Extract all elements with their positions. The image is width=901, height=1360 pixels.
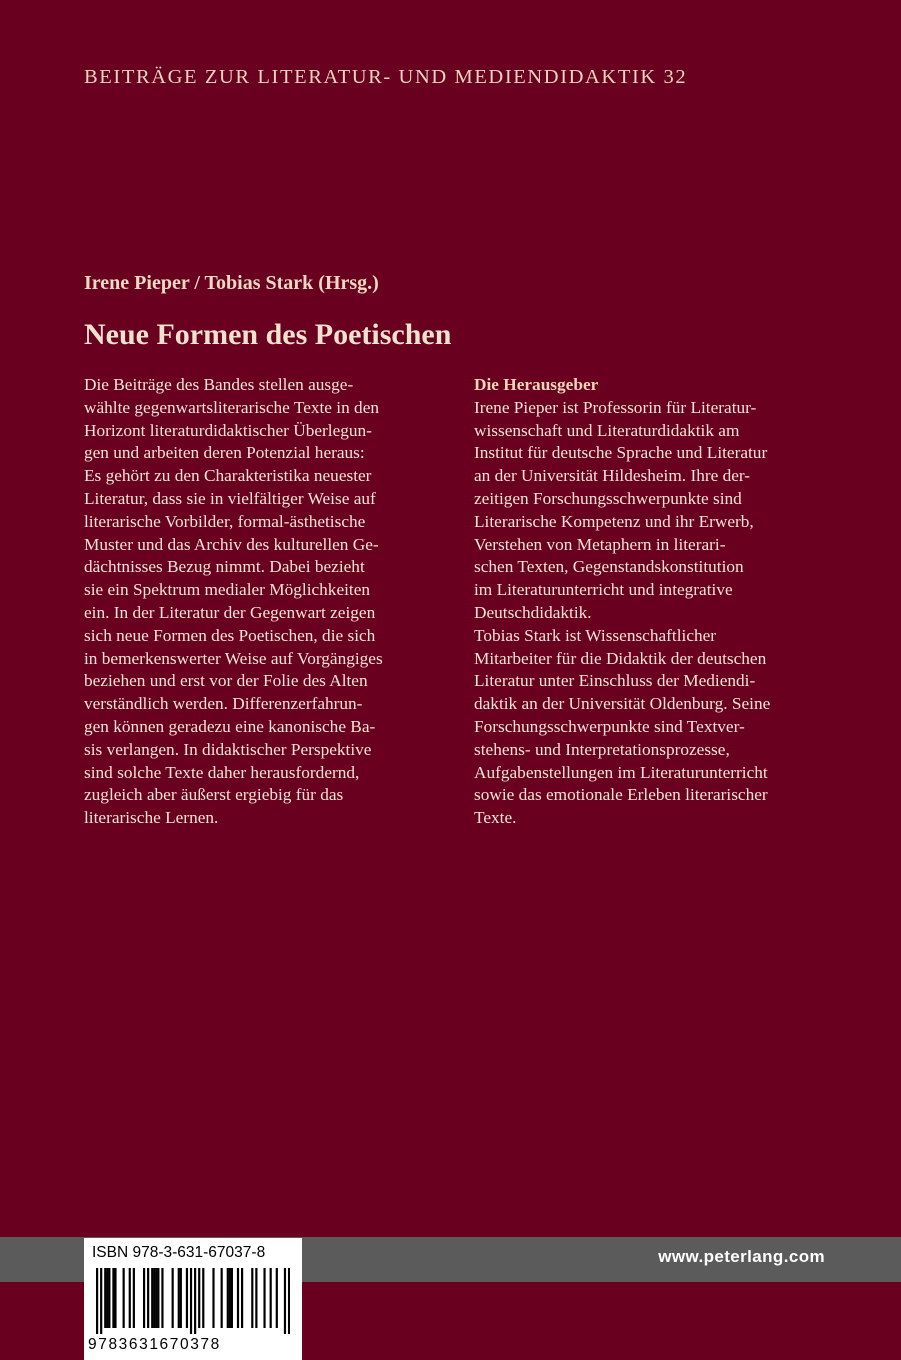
- editors-line: sowie das emotionale Erleben literarischer: [474, 785, 768, 805]
- editors-line: schen Texten, Gegenstandskonstitution: [474, 557, 744, 577]
- barcode-bar: [155, 1268, 157, 1328]
- barcode-bar: [221, 1268, 223, 1328]
- barcode-bar: [157, 1268, 159, 1328]
- editors-line: im Literaturunterricht und integrative: [474, 580, 733, 600]
- editors-line: zeitigen Forschungsschwerpunkte sind: [474, 488, 742, 508]
- editors-line: stehens- und Interpretationsprozesse,: [474, 739, 730, 759]
- barcode-bar: [96, 1268, 98, 1334]
- barcode-bar: [255, 1268, 257, 1328]
- barcode-bar: [108, 1268, 110, 1328]
- barcode-bar: [186, 1268, 188, 1328]
- editors-line: Institut für deutsche Sprache und Literatur: [474, 443, 768, 463]
- barcode-bar: [172, 1268, 174, 1328]
- barcode-bar: [147, 1268, 149, 1328]
- editors-line: Irene Pieper ist Professorin für Literatur-: [474, 397, 757, 417]
- book-title: Neue Formen des Poetischen: [84, 318, 452, 351]
- editors-bio: [474, 397, 834, 830]
- barcode-bar: [133, 1268, 135, 1328]
- barcode-bar: [270, 1268, 272, 1328]
- barcode-bar: [194, 1268, 196, 1334]
- blurb-line: wählte gegenwartsliterarische Texte in den: [84, 397, 380, 417]
- isbn-label: ISBN 978-3-631-67037-8: [92, 1244, 266, 1261]
- book-editors-line: Irene Pieper / Tobias Stark (Hrsg.): [84, 272, 379, 294]
- barcode-bar: [229, 1268, 231, 1328]
- barcode-bar: [198, 1268, 200, 1328]
- blurb-line: sich neue Formen des Poetischen, die sich: [84, 625, 376, 645]
- ean-digits: 9783631670378: [88, 1336, 221, 1353]
- editors-line: Forschungsschwerpunkte sind Textver-: [474, 716, 745, 736]
- blurb-line: zugleich aber äußerst ergiebig für das: [84, 785, 344, 805]
- editors-line: wissenschaft und Literaturdidaktik am: [474, 420, 740, 440]
- barcode-bar: [284, 1268, 286, 1334]
- editors-line: an der Universität Hildesheim. Ihre der-: [474, 466, 751, 486]
- barcode-bar: [190, 1268, 192, 1334]
- barcode-bar: [106, 1268, 108, 1328]
- barcode-bar: [288, 1268, 290, 1334]
- editors-line: Aufgabenstellungen im Literaturunterricht: [474, 762, 768, 782]
- barcode-bar: [251, 1268, 253, 1328]
- barcode-bar: [231, 1268, 233, 1328]
- blurb-line: Horizont literaturdidaktischer Überlegun-: [84, 420, 372, 440]
- editors-line: Verstehen von Metaphern in literari-: [474, 534, 726, 554]
- barcode-bar: [212, 1268, 214, 1328]
- blurb-line: sis verlangen. In didaktischer Perspektive: [84, 739, 372, 759]
- blurb-line: verständlich werden. Differenzerfahrun-: [84, 694, 363, 714]
- barcode-bar: [104, 1268, 106, 1328]
- editors-section: [474, 374, 834, 830]
- barcode-bar: [202, 1268, 204, 1328]
- blurb-line: literarische Vorbilder, formal-ästhetische: [84, 511, 366, 531]
- barcode-bar: [241, 1268, 243, 1328]
- blurb-line: Die Beiträge des Bandes stellen ausge-: [84, 375, 354, 394]
- editors-line: Texte.: [474, 808, 517, 828]
- barcode-bar: [100, 1268, 102, 1334]
- barcode-bar: [180, 1268, 182, 1328]
- barcode-bar: [161, 1268, 163, 1328]
- barcode-bar: [153, 1268, 155, 1328]
- barcode-bar: [263, 1268, 265, 1328]
- editors-line: Deutschdidaktik.: [474, 602, 592, 622]
- editors-line: Literarische Kompetenz und ihr Erwerb,: [474, 511, 754, 531]
- blurb-text: [84, 374, 436, 830]
- blurb-line: gen und arbeiten deren Potenzial heraus:: [84, 443, 365, 463]
- barcode-bar: [151, 1268, 153, 1328]
- editors-line: daktik an der Universität Oldenburg. Seine: [474, 694, 771, 714]
- blurb-line: dächtnisses Bezug nimmt. Dabei bezieht: [84, 557, 365, 577]
- barcode-bar: [129, 1268, 131, 1328]
- barcode-bar: [143, 1268, 145, 1328]
- barcode-bar: [112, 1268, 114, 1328]
- editors-heading: Die Herausgeber: [474, 375, 599, 394]
- barcode-bar: [114, 1268, 116, 1328]
- blurb-line: sie ein Spektrum medialer Möglichkeiten: [84, 580, 371, 600]
- barcode-bars: [96, 1268, 290, 1334]
- editors-line: Literatur unter Einschluss der Mediendi-: [474, 671, 756, 691]
- publisher-website[interactable]: www.peterlang.com: [658, 1247, 825, 1266]
- barcode-bar: [276, 1268, 278, 1328]
- blurb-line: Literatur, dass sie in vielfältiger Weise auf: [84, 488, 376, 508]
- blurb-line: in bemerkenswerter Weise auf Vorgängiges: [84, 648, 383, 668]
- blurb-line: gen können geradezu eine kanonische Ba-: [84, 716, 376, 736]
- blurb-line: sind solche Texte daher herausfordernd,: [84, 762, 360, 782]
- series-title: BEITRÄGE ZUR LITERATUR- UND MEDIENDIDAKTIK 32: [84, 66, 688, 88]
- blurb-line: ein. In der Literatur der Gegenwart zeigen: [84, 602, 376, 622]
- barcode-bar: [227, 1268, 229, 1328]
- blurb-line: literarische Lernen.: [84, 808, 219, 828]
- barcode-bar: [123, 1268, 125, 1328]
- blurb-line: Muster und das Archiv des kulturellen Ge-: [84, 534, 379, 554]
- blurb-line: Es gehört zu den Charakteristika neuester: [84, 466, 372, 486]
- editors-line: Mitarbeiter für die Didaktik der deutschen: [474, 648, 767, 668]
- isbn-barcode: [84, 1238, 302, 1360]
- barcode-bar: [237, 1268, 239, 1328]
- barcode-bar: [178, 1268, 180, 1328]
- editors-line: Tobias Stark ist Wissenschaftlicher: [474, 625, 717, 645]
- blurb-line: beziehen und erst vor der Folie des Alten: [84, 671, 368, 691]
